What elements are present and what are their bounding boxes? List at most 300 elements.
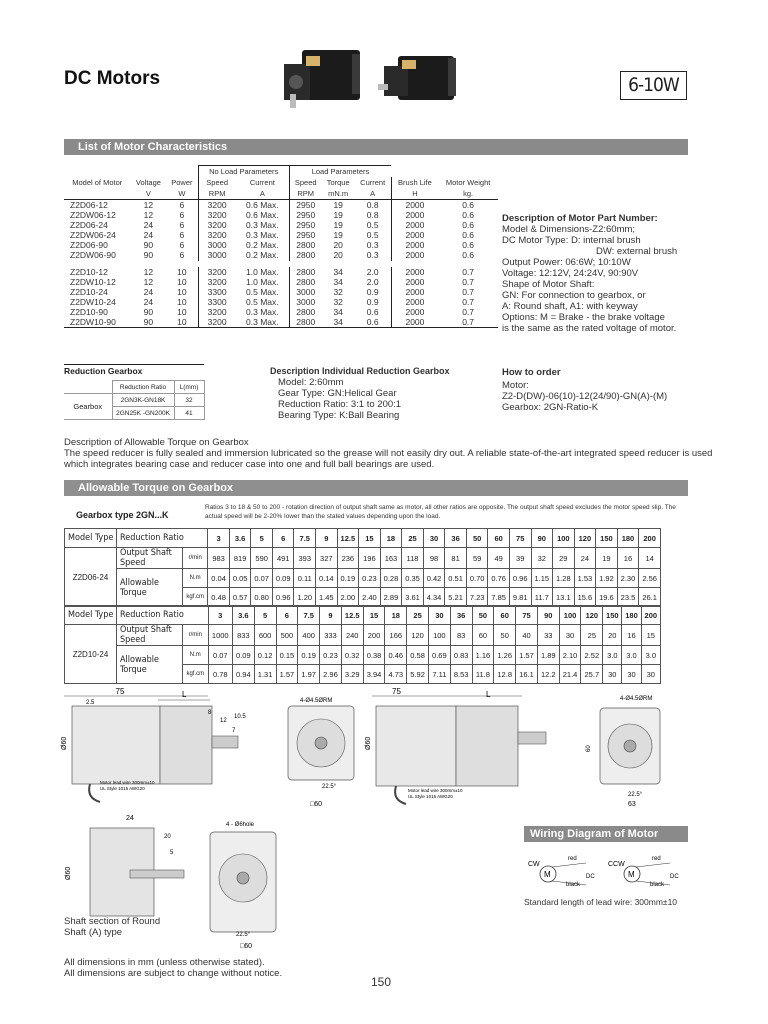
torque-kgf-cell: 0.57 bbox=[229, 588, 251, 607]
char-col-unit: kg. bbox=[438, 188, 498, 200]
gearbox-desc-heading: Description Individual Reduction Gearbox bbox=[270, 366, 450, 376]
torque-nm-cell: 0.09 bbox=[272, 569, 294, 588]
lead-wire-note: Motor lead wire 300mm±10 bbox=[100, 780, 155, 785]
how-to-order-line: Motor: bbox=[502, 380, 529, 391]
torque-nm-cell: 0.76 bbox=[488, 569, 510, 588]
table-cell: 2000 bbox=[391, 230, 438, 240]
table-cell: 2.0 bbox=[366, 266, 379, 277]
torque-ratio-cell: 7.5 bbox=[298, 606, 320, 625]
table-cell: 90 bbox=[143, 250, 154, 261]
char-col-unit: A bbox=[236, 188, 290, 200]
wiring-black-cw: black bbox=[566, 882, 581, 888]
torque-speed-cell: 16 bbox=[617, 548, 639, 569]
gearbox-row-label: Gearbox bbox=[64, 394, 112, 420]
torque-speed-cell: 200 bbox=[363, 625, 385, 646]
table-cell: 3200 bbox=[198, 277, 236, 287]
torque-ratio-cell: 120 bbox=[574, 529, 596, 548]
torque-kgf-cell: 19.6 bbox=[596, 588, 618, 607]
table-cell: Z2D06-90 bbox=[70, 240, 108, 251]
torque-ratio-cell: 25 bbox=[402, 529, 424, 548]
table-cell: 90 bbox=[143, 306, 154, 317]
footnote-2: All dimensions are subject to change without notice. bbox=[64, 968, 283, 979]
torque-kgf-cell: 2.89 bbox=[380, 588, 402, 607]
torque-kgf-cell: 0.94 bbox=[232, 665, 254, 684]
torque-kgf-cell: 15.6 bbox=[574, 588, 596, 607]
table-cell: 0.6 Max. bbox=[246, 210, 279, 221]
torque-speed-cell: 20 bbox=[603, 625, 622, 646]
torque-kgf-cell: 3.61 bbox=[402, 588, 424, 607]
torque-speed-cell: 118 bbox=[402, 548, 424, 569]
torque-nm-cell: 3.0 bbox=[603, 646, 622, 665]
table-cell: 2000 bbox=[391, 250, 438, 260]
torque-ratio-cell: 36 bbox=[445, 529, 467, 548]
dim-10-5: 10.5 bbox=[234, 714, 246, 720]
table-cell: 1.0 Max. bbox=[246, 266, 279, 277]
header-load: Load Parameters bbox=[289, 166, 391, 178]
torque-ratio-cell: 120 bbox=[581, 606, 603, 625]
table-cell: 2950 bbox=[289, 200, 321, 211]
part-number-line: is the same as the rated voltage of motor. bbox=[502, 323, 677, 334]
char-col-unit: H bbox=[391, 188, 438, 200]
table-cell: 3200 bbox=[198, 220, 236, 230]
torque-speed-cell: 50 bbox=[494, 625, 516, 646]
torque-nm-cell: 0.32 bbox=[341, 646, 363, 665]
char-col-header: Speed bbox=[198, 177, 236, 188]
table-cell: 2000 bbox=[391, 307, 438, 317]
torque-ratio-note: Ratios 3 to 18 & 50 to 200 - rotation direction of output shaft same as motor, all other ratios are opposite. The output shaft speed excludes the motor speed slip. The actual speed will be 2-20% lower than the stated values depending upon the load. bbox=[205, 504, 676, 520]
table-cell: 0.6 bbox=[462, 250, 475, 261]
torque-ratio-cell: 180 bbox=[622, 606, 641, 625]
torque-speed-cell: 83 bbox=[450, 625, 472, 646]
dim-holes: 4-Ø4.5ØRM bbox=[300, 698, 333, 704]
part-number-line: DW: external brush bbox=[596, 246, 678, 257]
torque-ratio-cell: 30 bbox=[428, 606, 450, 625]
torque-ratio-cell: 12.5 bbox=[341, 606, 363, 625]
how-to-order-line: Z2-D(DW)-06(10)-12(24/90)-GN(A)-(M) bbox=[502, 391, 668, 402]
torque-ratio-cell: 9 bbox=[320, 606, 342, 625]
table-cell: 0.7 bbox=[462, 296, 475, 307]
table-cell: 0.6 bbox=[462, 200, 475, 210]
char-col-header: Torque bbox=[326, 178, 350, 187]
table-cell: 3200 bbox=[198, 317, 236, 328]
table-cell: 10 bbox=[177, 286, 187, 297]
gearbox-ratio-1: 2GN3K-GN18K bbox=[112, 394, 174, 407]
table-row bbox=[64, 210, 498, 220]
torque-speed-cell: 30 bbox=[559, 625, 581, 646]
table-cell: 0.3 Max. bbox=[246, 230, 279, 241]
part-number-line: Voltage: 12:12V, 24:24V, 90:90V bbox=[502, 268, 639, 279]
torque-nm-cell: 1.92 bbox=[596, 569, 618, 588]
table-row bbox=[64, 220, 498, 230]
torque-kgf-cell: 11.8 bbox=[472, 665, 494, 684]
torque-ratio-cell: 6 bbox=[272, 529, 294, 548]
torque-kgf-cell: 3.29 bbox=[341, 665, 363, 684]
gearbox-ratio-2: 2GN25K -GN200K bbox=[112, 407, 174, 420]
table-cell: 20 bbox=[333, 240, 343, 251]
torque-kgf-cell: 1.57 bbox=[276, 665, 298, 684]
gearbox-desc-line: Model: 2:60mm bbox=[278, 377, 344, 388]
torque-model-name: Z2D10-24 bbox=[65, 625, 117, 684]
table-cell: 0.3 Max. bbox=[246, 220, 279, 231]
torque-ratio-row bbox=[65, 529, 661, 548]
torque-nm-cell: 2.30 bbox=[617, 569, 639, 588]
torque-kgf-cell: 4.73 bbox=[385, 665, 407, 684]
table-cell: 10 bbox=[177, 306, 187, 317]
torque-speed-cell: 600 bbox=[254, 625, 276, 646]
table-cell: 2000 bbox=[391, 267, 438, 277]
dim-square-60-c: □60 bbox=[240, 943, 253, 950]
torque-kgf-cell: 4.34 bbox=[423, 588, 445, 607]
dim-diam-60-b: Ø60 bbox=[365, 736, 372, 750]
table-cell: 24 bbox=[143, 296, 154, 307]
torque-nm-cell: 0.19 bbox=[298, 646, 320, 665]
torque-kgf-cell: 25.7 bbox=[581, 665, 603, 684]
table-cell: 3300 bbox=[198, 287, 236, 297]
torque-nm-cell: 0.70 bbox=[466, 569, 488, 588]
table-cell: 0.6 bbox=[366, 306, 379, 317]
torque-speed-cell: 333 bbox=[320, 625, 342, 646]
torque-ratio-cell: 50 bbox=[466, 529, 488, 548]
section-header-allowable-torque: Allowable Torque on Gearbox bbox=[64, 480, 688, 496]
torque-kgf-cell: 2.00 bbox=[337, 588, 359, 607]
char-col-unit: RPM bbox=[198, 188, 236, 200]
dim-63: 63 bbox=[628, 801, 636, 808]
torque-table-z2d10-24 bbox=[64, 605, 661, 684]
dim-l: L bbox=[182, 690, 187, 699]
torque-desc-body: The speed reducer is fully sealed and immersion lubricated so the grease will not easily dry out. A reliable state-of-the-art integrated speed reducer is used which integrates bearing case and reducer case into one and full ball bearings are used. bbox=[64, 448, 713, 470]
table-cell: 0.5 Max. bbox=[246, 286, 279, 297]
torque-ratio-cell: 200 bbox=[639, 529, 661, 548]
ul-style-note-b: UL Style 1015 AWG20 bbox=[408, 794, 453, 799]
torque-speed-cell: 19 bbox=[596, 548, 618, 569]
torque-kgf-cell: 2.96 bbox=[320, 665, 342, 684]
table-cell: 0.3 bbox=[366, 240, 379, 251]
table-cell: 2800 bbox=[289, 317, 321, 328]
table-cell: 0.3 bbox=[366, 250, 379, 261]
shaft-section-drawing bbox=[60, 812, 200, 918]
torque-nm-cell: 1.89 bbox=[537, 646, 559, 665]
torque-description bbox=[64, 437, 724, 470]
torque-nm-cell: 0.07 bbox=[208, 646, 232, 665]
table-cell: 90 bbox=[143, 240, 154, 251]
table-cell: 10 bbox=[177, 266, 187, 277]
header-no-load: No Load Parameters bbox=[198, 166, 289, 178]
table-cell: 2800 bbox=[289, 307, 321, 317]
torque-ratio-label: Reduction Ratio bbox=[117, 606, 209, 625]
char-col-header: Motor Weight bbox=[445, 178, 491, 187]
torque-nm-cell: 2.56 bbox=[639, 569, 661, 588]
torque-kgf-cell: 8.53 bbox=[450, 665, 472, 684]
wiring-red-ccw: red bbox=[652, 856, 661, 862]
table-cell: 3000 bbox=[289, 297, 321, 307]
torque-speed-cell: 32 bbox=[531, 548, 553, 569]
table-cell: 3000 bbox=[198, 250, 236, 260]
torque-speed-cell: 24 bbox=[574, 548, 596, 569]
shaft-caption bbox=[64, 916, 160, 938]
torque-ratio-cell: 15 bbox=[359, 529, 381, 548]
table-cell: 32 bbox=[333, 286, 343, 297]
torque-kgf-cell: 7.23 bbox=[466, 588, 488, 607]
dim-square-60: □60 bbox=[310, 801, 323, 808]
torque-model-type-label: Model Type bbox=[65, 529, 117, 548]
torque-kgf-cell: 30 bbox=[622, 665, 641, 684]
table-row bbox=[64, 307, 498, 317]
gearbox-col-l: L(mm) bbox=[174, 381, 204, 394]
torque-speed-cell: 1000 bbox=[208, 625, 232, 646]
torque-speed-cell: 400 bbox=[298, 625, 320, 646]
part-number-line: Shape of Motor Shaft: bbox=[502, 279, 595, 290]
section-header-wiring: Wiring Diagram of Motor bbox=[524, 826, 688, 842]
table-cell: 0.3 Max. bbox=[246, 306, 279, 317]
torque-nm-cell: 0.35 bbox=[402, 569, 424, 588]
table-cell: 0.6 Max. bbox=[246, 200, 279, 210]
gearbox-desc-line: Reduction Ratio: 3:1 to 200:1 bbox=[278, 399, 402, 410]
table-cell: Z2DW10-12 bbox=[70, 276, 116, 287]
torque-nm-cell: 2.52 bbox=[581, 646, 603, 665]
table-row bbox=[64, 240, 498, 250]
torque-nm-cell: 0.69 bbox=[428, 646, 450, 665]
torque-kgf-cell: 16.1 bbox=[516, 665, 538, 684]
dim-diam-60-c: Ø60 bbox=[65, 866, 72, 880]
wiring-motor-ccw: M bbox=[628, 870, 635, 879]
section-header-characteristics: List of Motor Characteristics bbox=[64, 139, 688, 155]
table-cell: Z2DW10-90 bbox=[70, 317, 116, 328]
table-cell: Z2DW10-24 bbox=[70, 296, 116, 307]
table-row bbox=[64, 277, 498, 287]
dim-75-b: 75 bbox=[392, 688, 401, 696]
table-cell: 32 bbox=[333, 296, 343, 307]
motor-photo-right bbox=[378, 50, 470, 112]
char-col-header: Voltage bbox=[135, 178, 161, 187]
table-cell: 2800 bbox=[289, 267, 321, 277]
torque-ratio-cell: 90 bbox=[537, 606, 559, 625]
torque-speed-cell: 81 bbox=[445, 548, 467, 569]
torque-kgf-cell: 1.97 bbox=[298, 665, 320, 684]
torque-nm-cell: 0.05 bbox=[229, 569, 251, 588]
torque-nm-cell: 1.57 bbox=[516, 646, 538, 665]
table-cell: Z2D06-24 bbox=[70, 220, 108, 231]
table-cell: Z2DW06-24 bbox=[70, 230, 116, 241]
table-cell: 2000 bbox=[391, 277, 438, 287]
table-row bbox=[64, 297, 498, 307]
table-cell: 2000 bbox=[391, 200, 438, 211]
table-cell: Z2D10-12 bbox=[70, 266, 108, 277]
table-cell: 0.5 Max. bbox=[246, 296, 279, 307]
torque-kgf-cell: 0.80 bbox=[251, 588, 273, 607]
torque-nm-cell: 0.42 bbox=[423, 569, 445, 588]
gearbox-col-ratio: Reduction Ratio bbox=[112, 381, 174, 394]
torque-ratio-cell: 12.5 bbox=[337, 529, 359, 548]
table-cell: 2000 bbox=[391, 210, 438, 220]
torque-nm-cell: 0.04 bbox=[208, 569, 230, 588]
table-cell: 0.8 bbox=[366, 200, 379, 210]
torque-nm-cell: 0.14 bbox=[316, 569, 338, 588]
char-col-unit: RPM bbox=[289, 188, 321, 200]
dim-8: 8 bbox=[208, 710, 212, 716]
table-cell: 0.7 bbox=[462, 286, 475, 297]
torque-kgf-cell: 12.2 bbox=[537, 665, 559, 684]
torque-kgf-cell: 26.1 bbox=[639, 588, 661, 607]
table-cell: 3000 bbox=[198, 240, 236, 250]
dim-angle-c: 22.5° bbox=[236, 932, 251, 938]
torque-nm-cell: 0.07 bbox=[251, 569, 273, 588]
torque-ratio-cell: 25 bbox=[407, 606, 429, 625]
shaft-caption-line-1: Shaft section of Round bbox=[64, 916, 161, 927]
part-number-line: GN: For connection to gearbox, or bbox=[502, 290, 646, 301]
table-cell: 6 bbox=[179, 250, 185, 261]
torque-speed-cell: 39 bbox=[509, 548, 531, 569]
torque-kgf-cell: 23.5 bbox=[617, 588, 639, 607]
char-col-unit: W bbox=[166, 188, 198, 200]
wiring-lead-length: Standard length of lead wire: 300mm±10 bbox=[524, 897, 678, 907]
torque-speed-cell: 833 bbox=[232, 625, 254, 646]
torque-ratio-row bbox=[65, 606, 661, 625]
torque-kgf-cell: 0.96 bbox=[272, 588, 294, 607]
lead-wire-note-b: Motor lead wire 300mm±10 bbox=[408, 788, 463, 793]
torque-speed-cell: 327 bbox=[316, 548, 338, 569]
part-number-line: Options: M = Brake - the brake voltage bbox=[502, 312, 665, 323]
torque-speed-cell: 25 bbox=[581, 625, 603, 646]
torque-nm-row bbox=[65, 569, 661, 588]
torque-ratio-cell: 18 bbox=[385, 606, 407, 625]
torque-ratio-cell: 50 bbox=[472, 606, 494, 625]
table-cell: 0.7 bbox=[462, 306, 475, 317]
part-number-description bbox=[502, 213, 692, 334]
torque-ratio-cell: 30 bbox=[423, 529, 445, 548]
torque-ratio-cell: 3 bbox=[208, 606, 232, 625]
output-speed-label: Output Shaft Speed bbox=[117, 625, 183, 646]
dim-75: 75 bbox=[115, 688, 125, 696]
table-cell: 2000 bbox=[391, 287, 438, 297]
torque-speed-row bbox=[65, 625, 661, 646]
table-cell: 0.6 bbox=[462, 210, 475, 221]
wattage-badge: 6-10W bbox=[620, 71, 687, 100]
dim-20: 20 bbox=[164, 834, 171, 840]
char-col-unit: V bbox=[131, 188, 167, 200]
torque-ratio-cell: 60 bbox=[494, 606, 516, 625]
wiring-red-cw: red bbox=[568, 856, 577, 862]
char-col-header: Speed bbox=[289, 177, 321, 188]
torque-nm-row bbox=[65, 646, 661, 665]
table-cell: 2000 bbox=[391, 240, 438, 250]
table-cell: 24 bbox=[143, 230, 154, 241]
shaft-caption-line-2: Shaft (A) type bbox=[64, 927, 123, 938]
torque-model-name: Z2D06-24 bbox=[65, 548, 117, 607]
torque-speed-cell: 33 bbox=[537, 625, 559, 646]
part-number-line: Model & Dimensions-Z2:60mm; bbox=[502, 224, 636, 235]
char-col-header: Power bbox=[171, 178, 193, 187]
table-cell: 19 bbox=[333, 230, 343, 241]
unit-kgf: kgf.cm bbox=[183, 665, 209, 684]
torque-speed-cell: 60 bbox=[472, 625, 494, 646]
dim-2-5: 2.5 bbox=[86, 700, 95, 706]
torque-ratio-cell: 7.5 bbox=[294, 529, 316, 548]
gearbox-desc-line: Gear Type: GN:Helical Gear bbox=[278, 388, 397, 399]
torque-kgf-cell: 12.8 bbox=[494, 665, 516, 684]
table-cell: 2.0 bbox=[366, 276, 379, 287]
torque-nm-cell: 0.11 bbox=[294, 569, 316, 588]
table-cell: 6 bbox=[179, 210, 185, 221]
torque-table-z2d06-24 bbox=[64, 528, 661, 607]
torque-model-type-label: Model Type bbox=[65, 606, 117, 625]
table-cell: 12 bbox=[143, 200, 154, 210]
wiring-diagram bbox=[524, 848, 694, 896]
table-cell: 24 bbox=[143, 286, 154, 297]
table-row bbox=[64, 200, 498, 211]
table-cell: 19 bbox=[333, 220, 343, 231]
gearbox-l-2: 41 bbox=[174, 407, 204, 420]
output-speed-label: Output Shaft Speed bbox=[117, 548, 183, 569]
unit-speed: r/min bbox=[183, 625, 209, 646]
table-cell: 0.6 bbox=[462, 230, 475, 241]
torque-speed-cell: 236 bbox=[337, 548, 359, 569]
torque-nm-cell: 0.83 bbox=[450, 646, 472, 665]
char-col-header: Brush Life bbox=[391, 177, 438, 188]
allowable-torque-label: Allowable Torque bbox=[117, 646, 183, 684]
torque-kgf-cell: 21.4 bbox=[559, 665, 581, 684]
torque-nm-cell: 0.51 bbox=[445, 569, 467, 588]
dim-12: 12 bbox=[220, 718, 227, 724]
torque-ratio-cell: 5 bbox=[254, 606, 276, 625]
torque-ratio-cell: 200 bbox=[641, 606, 660, 625]
part-number-heading: Description of Motor Part Number: bbox=[502, 213, 658, 224]
table-cell: 0.9 bbox=[366, 296, 379, 307]
torque-speed-cell: 196 bbox=[359, 548, 381, 569]
table-cell: 24 bbox=[143, 220, 154, 231]
table-cell: 34 bbox=[333, 266, 343, 277]
torque-kgf-cell: 1.20 bbox=[294, 588, 316, 607]
torque-kgf-cell: 7.11 bbox=[428, 665, 450, 684]
torque-ratio-cell: 15 bbox=[363, 606, 385, 625]
table-cell: 10 bbox=[177, 276, 187, 287]
dim-7: 7 bbox=[232, 728, 236, 734]
dim-holes-b: 4-Ø4.5ØRM bbox=[620, 696, 653, 702]
torque-speed-cell: 491 bbox=[272, 548, 294, 569]
table-cell: 12 bbox=[143, 266, 154, 277]
wiring-cw-label: CW bbox=[528, 861, 540, 868]
torque-ratio-cell: 3 bbox=[208, 529, 230, 548]
table-cell: 0.7 bbox=[462, 276, 475, 287]
torque-ratio-cell: 150 bbox=[596, 529, 618, 548]
torque-ratio-cell: 18 bbox=[380, 529, 402, 548]
torque-speed-cell: 163 bbox=[380, 548, 402, 569]
table-row bbox=[64, 287, 498, 297]
torque-kgf-cell: 30 bbox=[603, 665, 622, 684]
char-col-unit: A bbox=[355, 188, 391, 200]
torque-nm-cell: 1.53 bbox=[574, 569, 596, 588]
dim-diam-60: Ø60 bbox=[61, 736, 68, 750]
dim-l-b: L bbox=[486, 690, 491, 699]
char-col-header: Model of Motor bbox=[72, 178, 123, 187]
torque-nm-cell: 0.96 bbox=[509, 569, 531, 588]
table-cell: 6 bbox=[179, 230, 185, 241]
table-cell: 10 bbox=[177, 317, 187, 328]
torque-nm-cell: 1.16 bbox=[472, 646, 494, 665]
torque-speed-cell: 59 bbox=[466, 548, 488, 569]
torque-ratio-cell: 60 bbox=[488, 529, 510, 548]
unit-nm: N.m bbox=[183, 646, 209, 665]
torque-speed-cell: 15 bbox=[641, 625, 660, 646]
torque-ratio-cell: 3.6 bbox=[232, 606, 254, 625]
gearbox-l-1: 32 bbox=[174, 394, 204, 407]
torque-ratio-cell: 100 bbox=[553, 529, 575, 548]
how-to-order-heading: How to order bbox=[502, 367, 561, 378]
torque-speed-cell: 40 bbox=[516, 625, 538, 646]
table-cell: Z2DW06-90 bbox=[70, 250, 116, 261]
torque-nm-cell: 0.19 bbox=[337, 569, 359, 588]
table-cell: 3200 bbox=[198, 307, 236, 317]
dim-angle-b: 22.5° bbox=[628, 792, 643, 798]
